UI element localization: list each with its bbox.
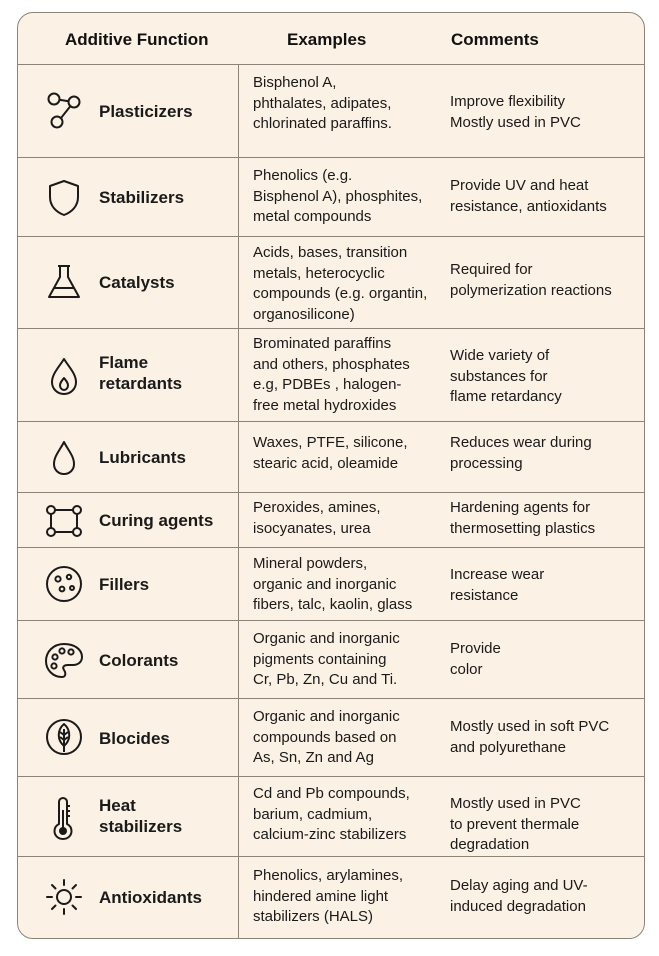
examples-text: Peroxides, amines, isocyanates, urea — [253, 499, 381, 537]
sun-icon — [42, 875, 86, 919]
function-name: Fillers — [99, 575, 150, 594]
examples-text: Bisphenol A, phthalates, adipates, chlorinated paraffins. — [253, 74, 392, 132]
comments-text: Wide variety of substances for flame retardancy — [450, 347, 562, 405]
function-name: Colorants — [99, 651, 179, 670]
examples-text: Phenolics, arylamines, hindered amine light stabilizers (HALS) — [253, 867, 404, 925]
comments-text: Required for polymerization reactions — [450, 261, 612, 299]
examples-text: Acids, bases, transition metals, heterocyclic compounds (e.g. organtin, organosilicone) — [253, 244, 428, 323]
table-row — [18, 493, 644, 548]
flame-drop-icon — [42, 354, 86, 398]
function-name: Heat stabilizers — [99, 796, 183, 836]
function-name: Curing agents — [99, 511, 214, 530]
table-row — [18, 329, 644, 422]
examples-text: Phenolics (e.g. Bisphenol A), phosphites, metal compounds — [253, 167, 423, 225]
comments-text: Mostly used in PVC to prevent thermale degradation — [450, 795, 581, 853]
molecule-icon — [42, 89, 86, 133]
table-row — [18, 65, 644, 158]
function-name: Antioxidants — [99, 888, 202, 907]
examples-text: Organic and inorganic pigments containing Cr, Pb, Zn, Cu and Ti. — [253, 630, 400, 688]
additives-table — [17, 12, 645, 939]
table-header — [18, 13, 644, 65]
function-name: Blocides — [99, 729, 170, 748]
examples-text: Cd and Pb compounds, barium, cadmium, calcium-zinc stabilizers — [253, 785, 410, 843]
examples-text: Brominated paraffins and others, phosphates e.g, PDBEs , halogen- free metal hydroxides — [253, 335, 410, 414]
table-row — [18, 699, 644, 777]
table-row — [18, 158, 644, 237]
function-name: Stabilizers — [99, 188, 185, 207]
header-additive-function: Additive Function — [65, 30, 209, 49]
comments-text: Mostly used in soft PVC and polyurethane — [450, 718, 610, 756]
table-row — [18, 548, 644, 621]
particles-circle-icon — [42, 562, 86, 606]
header-examples: Examples — [287, 30, 367, 49]
table-row — [18, 777, 644, 857]
droplet-icon — [42, 436, 86, 480]
thermometer-icon — [42, 796, 86, 840]
examples-text: Organic and inorganic compounds based on As, Sn, Zn and Ag — [253, 708, 400, 766]
table-row — [18, 621, 644, 699]
table-row — [18, 422, 644, 493]
shield-icon — [42, 176, 86, 220]
comments-text: Improve flexibility Mostly used in PVC — [450, 93, 581, 131]
leaf-circle-icon — [42, 715, 86, 759]
header-comments: Comments — [451, 30, 539, 49]
function-name: Flame retardants — [99, 353, 183, 393]
comments-text: Provide UV and heat resistance, antioxidants — [450, 177, 607, 215]
table-row — [18, 857, 644, 939]
comments-text: Provide color — [450, 640, 501, 678]
examples-text: Waxes, PTFE, silicone, stearic acid, oleamide — [253, 434, 408, 472]
comments-text: Reduces wear during processing — [450, 434, 592, 472]
table-row — [18, 237, 644, 329]
comments-text: Delay aging and UV- induced degradation — [450, 877, 588, 915]
function-name: Lubricants — [99, 448, 186, 467]
function-name: Plasticizers — [99, 102, 193, 121]
comments-text: Hardening agents for thermosetting plastics — [450, 499, 596, 537]
function-name: Catalysts — [99, 273, 175, 292]
network-nodes-icon — [42, 499, 86, 543]
flask-icon — [42, 260, 86, 304]
palette-icon — [42, 639, 86, 683]
comments-text: Increase wear resistance — [450, 566, 545, 604]
examples-text: Mineral powders, organic and inorganic fibers, talc, kaolin, glass — [253, 555, 413, 613]
